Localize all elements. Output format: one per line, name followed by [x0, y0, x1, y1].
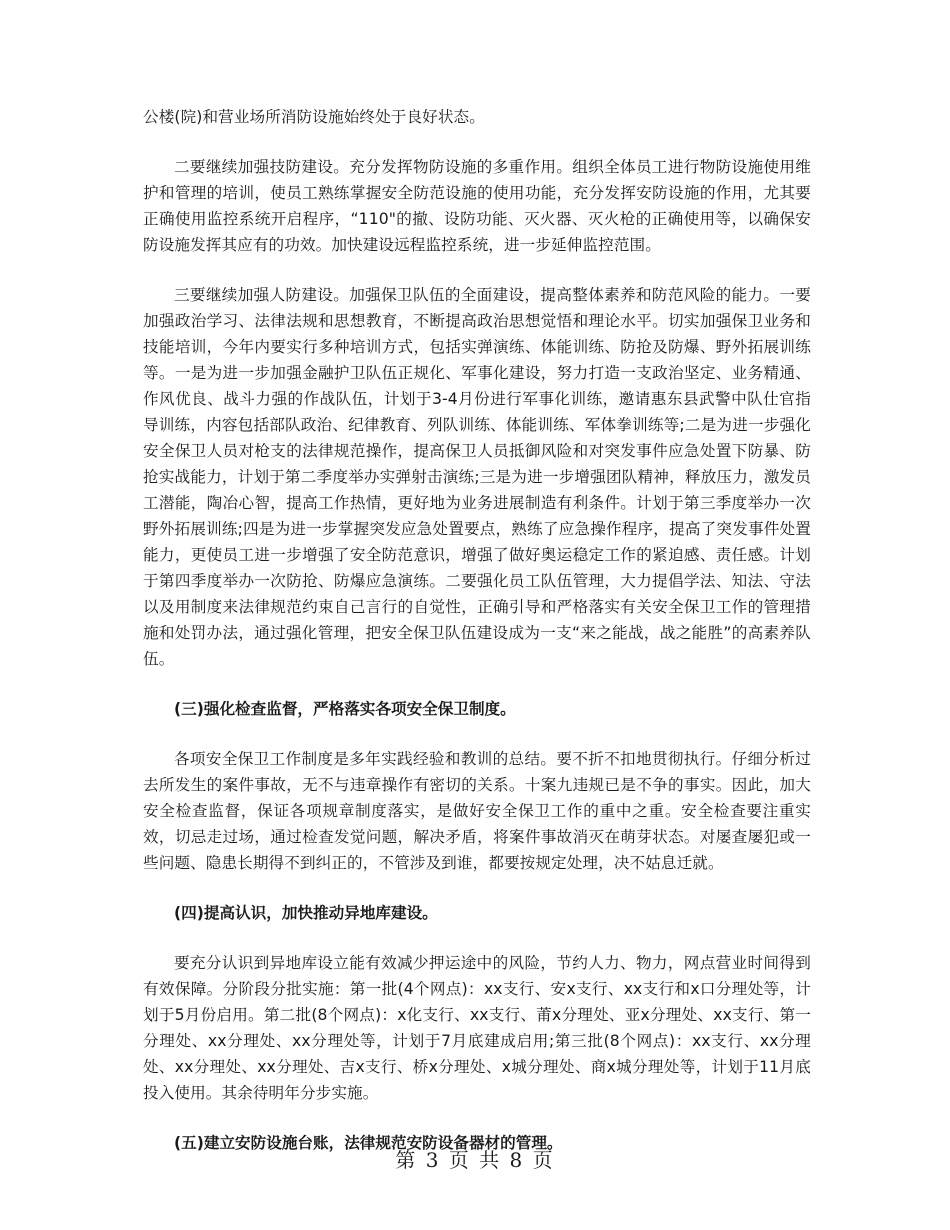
paragraph-gap	[143, 130, 811, 154]
document-body	[143, 104, 811, 1156]
section-heading-4: (四)提高认识，加快推动异地库建设。	[174, 904, 438, 922]
section-heading-5: (五)建立安防设施台账，法律规范安防设备器材的管理。	[174, 1134, 563, 1152]
paragraph-gap	[143, 722, 811, 746]
paragraph-inspection: 各项安全保卫工作制度是多年实践经验和教训的总结。要不折不扣地贯彻执行。仔细分析过去所发生的案件事故，无不与违章操作有密切的关系。十案九违规已是不争的事实。因此，加大安全检查监督，保证各项规章制度落实，是做好安全保卫工作的重中之重。安全检查要注重实效，切忌走过场，通过检查发觉问题，解决矛盾，将案件事故消灭在萌芽状态。对屡查屡犯或一些问题、隐患长期得不到纠正的，不管涉及到谁，都要按规定处理，决不姑息迁就。	[143, 750, 811, 872]
section-heading-3: (三)强化检查监督，严格落实各项安全保卫制度。	[174, 700, 516, 718]
paragraph-personnel-defense: 三要继续加强人防建设。加强保卫队伍的全面建设，提高整体素养和防范风险的能力。一要加强政治学习、法律法规和思想教育，不断提高政治思想觉悟和理论水平。切实加强保卫业务和技能培训，今年内要实行多种培训方式，包括实弹演练、体能训练、防抢及防爆、野外拓展训练等。一是为进一步加强金融护卫队伍正规化、军事化建设，努力打造一支政治坚定、业务精通、作风优良、战斗力强的作战队伍，计划于3-4月份进行军事化训练，邀请惠东县武警中队仕官指导训练，内容包括部队政治、纪律教育、列队训练、体能训练、军体拳训练等;二是为进一步强化安全保卫人员对枪支的法律规范操作，提高保卫人员抵御风险和对突发事件应急处置下防暴、防抢实战能力，计划于第二季度举办实弹射击演练;三是为进一步增强团队精神，释放压力，激发员工潜能，陶冶心智，提高工作热情，更好地为业务进展制造有利条件。计划于第三季度举办一次野外拓展训练;四是为进一步掌握突发应急处置要点，熟练了应急操作程序，提高了突发事件处置能力，更使员工进一步增强了安全防范意识，增强了做好奥运稳定工作的紧迫感、责任感。计划于第四季度举办一次防抢、防爆应急演练。二要强化员工队伍管理，大力提倡学法、知法、守法以及用制度来法律规范约束自己言行的自觉性，正确引导和严格落实有关安全保卫工作的管理措施和处罚办法，通过强化管理，把安全保卫队伍建设成为一支“来之能战，战之能胜”的高素养队伍。	[143, 286, 811, 668]
page-number-footer: 第 3 页 共 8 页	[395, 1148, 555, 1172]
paragraph-gap	[143, 926, 811, 950]
paragraph-gap	[143, 672, 811, 696]
paragraph-gap	[143, 1106, 811, 1130]
paragraph-gap	[143, 258, 811, 282]
paragraph-continuation: 公楼(院)和营业场所消防设施始终处于良好状态。	[143, 108, 485, 126]
paragraph-gap	[143, 876, 811, 900]
paragraph-offsite-vault: 要充分认识到异地库设立能有效减少押运途中的风险，节约人力、物力，网点营业时间得到有效保障。分阶段分批实施：第一批(4个网点)：xx支行、安x支行、xx支行和x口分理处等，计划于5月份启用。第二批(8个网点)：x化支行、xx支行、莆x分理处、亚x分理处、xx支行、第一分理处、xx分理处、xx分理处等，计划于7月底建成启用;第三批(8个网点)：xx支行、xx分理处、xx分理处、xx分理处、吉x支行、桥x分理处、x城分理处、商x城分理处等，计划于11月底投入使用。其余待明年分步实施。	[143, 954, 811, 1102]
paragraph-technical-defense: 二要继续加强技防建设。充分发挥物防设施的多重作用。组织全体员工进行物防设施使用维护和管理的培训，使员工熟练掌握安全防范设施的使用功能，充分发挥安防设施的作用，尤其要正确使用监控系统开启程序，“110"的撤、设防功能、灭火器、灭火枪的正确使用等，以确保安防设施发挥其应有的功效。加快建设远程监控系统，进一步延伸监控范围。	[143, 158, 811, 254]
